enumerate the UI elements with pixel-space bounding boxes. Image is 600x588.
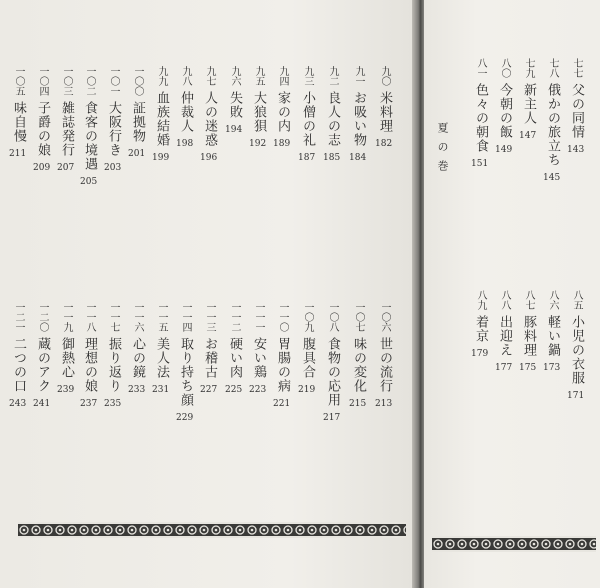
toc-entry	[58, 302, 74, 379]
page-number: 194	[225, 125, 243, 136]
toc-entry	[153, 66, 169, 147]
page-number: 201	[128, 149, 146, 160]
page-number: 205	[80, 177, 98, 188]
chapter-title: 今朝の飯	[497, 78, 512, 140]
toc-entry	[299, 302, 315, 379]
page-number: 227	[200, 385, 218, 396]
chapter-title: 美人法	[154, 332, 169, 380]
chapter-title: 小僧の礼	[300, 86, 315, 148]
chapter-title: お稽古	[202, 332, 217, 380]
chapter-title: 人の迷惑	[202, 86, 217, 148]
chapter-number: 九一	[353, 66, 364, 86]
chapter-number: 八九	[475, 290, 486, 310]
chapter-title: 心の鏡	[130, 332, 145, 380]
toc-entry	[105, 302, 121, 393]
chapter-number: 七八	[547, 58, 558, 78]
toc-entry	[350, 302, 366, 393]
toc-entry	[250, 66, 266, 133]
chapter-number: 一一〇	[277, 302, 288, 332]
page-number: 233	[128, 385, 146, 396]
page-number: 223	[249, 385, 267, 396]
toc-entry	[496, 290, 512, 357]
chapter-number: 八五	[571, 290, 582, 310]
page-number: 235	[104, 399, 122, 410]
page-number: 179	[471, 349, 489, 360]
page-number: 213	[375, 399, 393, 410]
toc-entry	[350, 66, 366, 147]
page-number: 192	[249, 139, 267, 150]
chapter-title: 蔵のアク	[35, 332, 50, 394]
chapter-number: 九六	[229, 66, 240, 86]
chapter-number: 九四	[277, 66, 288, 86]
chapter-title: 胃腸の病	[275, 332, 290, 394]
toc-entry	[34, 302, 50, 393]
chapter-title: 硬い肉	[227, 332, 242, 380]
page-number: 215	[349, 399, 367, 410]
page-number: 217	[323, 413, 341, 424]
page-number: 151	[471, 159, 489, 170]
chapter-number: 九八	[180, 66, 191, 86]
page-number: 211	[9, 149, 27, 160]
toc-entry	[250, 302, 266, 379]
page-number: 196	[200, 153, 218, 164]
toc-entry	[324, 66, 340, 147]
page-number: 184	[349, 153, 367, 164]
toc-entry	[520, 58, 536, 125]
chapter-title: 取り持ち顔	[178, 332, 193, 408]
page-number: 145	[543, 173, 561, 184]
chapter-number: 一一五	[156, 302, 167, 332]
chapter-number: 九〇	[379, 66, 390, 86]
chapter-title: 小児の衣服	[569, 310, 584, 386]
toc-entry	[472, 290, 488, 343]
chapter-number: 一一六	[132, 302, 143, 332]
toc-entry	[129, 66, 145, 143]
chapter-title: 米料理	[377, 86, 392, 134]
chapter-title: お吸い物	[351, 86, 366, 148]
chapter-title: 色々の朝食	[473, 78, 488, 154]
chapter-number: 一一二	[229, 302, 240, 332]
chapter-title: 出迎え	[497, 310, 512, 358]
chapter-number: 九九	[156, 66, 167, 86]
chapter-title: 良人の志	[325, 86, 340, 148]
section-title: 夏の巻	[436, 122, 449, 179]
page-number: 189	[273, 139, 291, 150]
toc-entry	[81, 302, 97, 393]
chapter-number: 一〇五	[13, 66, 24, 96]
chapter-title: 味自慢	[11, 96, 26, 144]
page-number: 225	[225, 385, 243, 396]
toc-entry	[201, 302, 217, 379]
chapter-number: 一一八	[84, 302, 95, 332]
chapter-title: 二つの口	[11, 332, 26, 394]
page-number: 203	[104, 163, 122, 174]
page-number: 199	[152, 153, 170, 164]
page-number: 198	[176, 139, 194, 150]
page-number: 239	[57, 385, 75, 396]
page-number: 237	[80, 399, 98, 410]
chapter-title: 御熱心	[59, 332, 74, 380]
toc-entry	[34, 66, 50, 157]
chapter-number: 一〇六	[379, 302, 390, 332]
chapter-title: 子爵の娘	[35, 96, 50, 158]
page-number: 173	[543, 363, 561, 374]
chapter-number: 九五	[253, 66, 264, 86]
chapter-title: 血族結婚	[154, 86, 169, 148]
toc-entry	[568, 290, 584, 385]
chapter-number: 八六	[547, 290, 558, 310]
chapter-number: 九七	[204, 66, 215, 86]
toc-entry	[226, 302, 242, 379]
toc-entry	[10, 66, 26, 143]
chapter-number: 一二〇	[37, 302, 48, 332]
ornament-pattern-icon	[432, 536, 596, 552]
toc-entry	[129, 302, 145, 379]
toc-entry	[177, 66, 193, 133]
toc-entry	[376, 302, 392, 393]
page-number: 175	[519, 363, 537, 374]
chapter-title: 家の内	[275, 86, 290, 134]
chapter-number: 一〇八	[327, 302, 338, 332]
chapter-number: 九二	[327, 66, 338, 86]
toc-entry	[324, 302, 340, 407]
chapter-number: 一〇七	[353, 302, 364, 332]
chapter-number: 八〇	[499, 58, 510, 78]
chapter-title: 味の変化	[351, 332, 366, 394]
chapter-number: 一〇二	[84, 66, 95, 96]
chapter-number: 八七	[523, 290, 534, 310]
toc-entry	[226, 66, 242, 119]
toc-entry	[274, 66, 290, 133]
chapter-number: 七七	[571, 58, 582, 78]
toc-entry	[10, 302, 26, 393]
chapter-number: 一一七	[108, 302, 119, 332]
chapter-number: 一〇〇	[132, 66, 143, 96]
chapter-title: 軽い鍋	[545, 310, 560, 358]
page-number: 209	[33, 163, 51, 174]
chapter-title: 仲裁人	[178, 86, 193, 134]
chapter-number: 一一三	[204, 302, 215, 332]
chapter-title: 食客の境遇	[82, 96, 97, 172]
toc-entry	[472, 58, 488, 153]
page-number: 143	[567, 145, 585, 156]
chapter-number: 一〇三	[61, 66, 72, 96]
chapter-title: 父の同情	[569, 78, 584, 140]
page-number: 221	[273, 399, 291, 410]
toc-entry	[496, 58, 512, 139]
chapter-title: 大阪行き	[106, 96, 121, 158]
decorative-border-left	[18, 522, 406, 538]
page-number: 147	[519, 131, 537, 142]
chapter-title: 食物の応用	[325, 332, 340, 408]
page-number: 219	[298, 385, 316, 396]
chapter-title: 安い鶏	[251, 332, 266, 380]
toc-entry	[376, 66, 392, 133]
chapter-number: 一一九	[61, 302, 72, 332]
page-number: 149	[495, 145, 513, 156]
chapter-number: 一〇一	[108, 66, 119, 96]
chapter-number: 一〇九	[302, 302, 313, 332]
page-number: 171	[567, 391, 585, 402]
chapter-number: 一〇四	[37, 66, 48, 96]
toc-entry	[177, 302, 193, 407]
chapter-title: 振り返り	[106, 332, 121, 394]
page-number: 241	[33, 399, 51, 410]
page-number: 185	[323, 153, 341, 164]
toc-entry	[81, 66, 97, 171]
chapter-title: 世の流行	[377, 332, 392, 394]
chapter-number: 一一一	[253, 302, 264, 332]
chapter-title: 豚料理	[521, 310, 536, 358]
chapter-title: 着京	[473, 310, 488, 344]
toc-entry	[544, 290, 560, 357]
chapter-number: 一一四	[180, 302, 191, 332]
chapter-title: 証拠物	[130, 96, 145, 144]
chapter-title: 失敗	[227, 86, 242, 120]
ornament-pattern-icon	[18, 522, 406, 538]
page-number: 229	[176, 413, 194, 424]
chapter-number: 八一	[475, 58, 486, 78]
toc-entry	[105, 66, 121, 157]
chapter-number: 七九	[523, 58, 534, 78]
page-number: 243	[9, 399, 27, 410]
chapter-title: 雑誌発行	[59, 96, 74, 158]
toc-entry	[520, 290, 536, 357]
page-number: 207	[57, 163, 75, 174]
chapter-number: 一二一	[13, 302, 24, 332]
page-number: 187	[298, 153, 316, 164]
toc-entry	[274, 302, 290, 393]
chapter-title: 新主人	[521, 78, 536, 126]
chapter-title: 大狼狽	[251, 86, 266, 134]
chapter-title: 俄かの旅立ち	[545, 78, 560, 168]
toc-entry	[153, 302, 169, 379]
chapter-number: 九三	[302, 66, 313, 86]
page-number: 177	[495, 363, 513, 374]
toc-entry	[58, 66, 74, 157]
chapter-number: 八八	[499, 290, 510, 310]
page-number: 231	[152, 385, 170, 396]
toc-entry	[201, 66, 217, 147]
decorative-border-right	[432, 536, 596, 552]
toc-entry	[568, 58, 584, 139]
toc-entry	[544, 58, 560, 167]
chapter-title: 腹具合	[300, 332, 315, 380]
chapter-title: 理想の娘	[82, 332, 97, 394]
page-number: 182	[375, 139, 393, 150]
toc-entry	[299, 66, 315, 147]
